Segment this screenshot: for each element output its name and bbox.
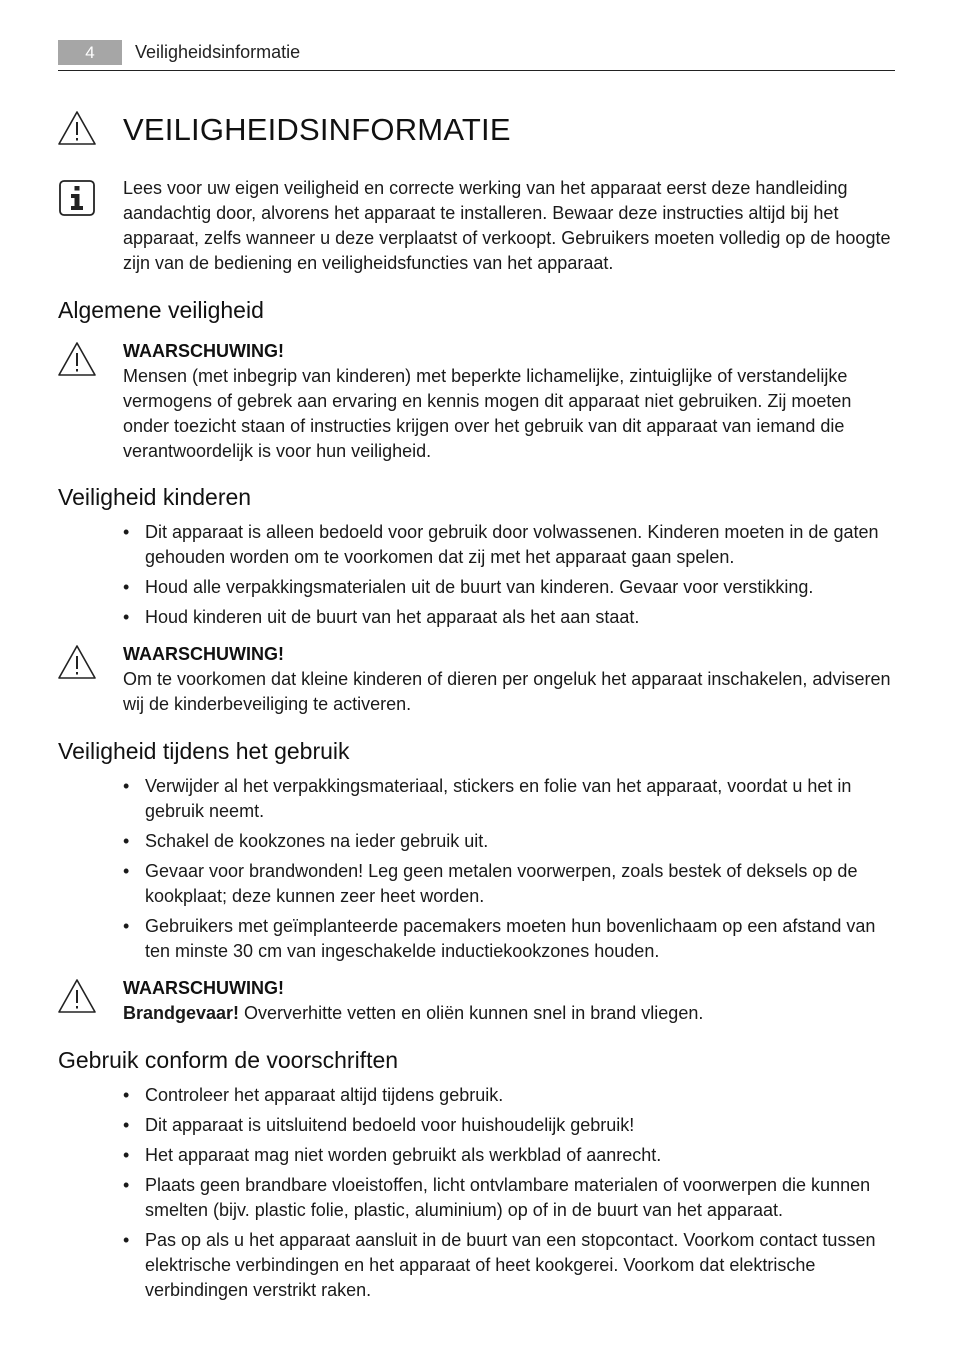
heading-usage-safety: Veiligheid tijdens het gebruik <box>58 738 350 764</box>
warning-label: WAARSCHUWING! <box>123 644 284 664</box>
list-item: • Dit apparaat is uitsluitend bedoeld voor huishoudelijk gebruik! <box>123 1115 635 1135</box>
warning-triangle-icon <box>57 643 97 683</box>
warning-triangle-icon <box>57 340 97 380</box>
intro-block <box>123 176 895 276</box>
warning-text <box>123 1001 895 1026</box>
intended-use-list-block <box>123 1083 895 1303</box>
child-warning <box>123 642 895 717</box>
list-item: • Gevaar voor brandwonden! Leg geen metalen voorwerpen, zoals bestek of deksels op de kookplaat; deze kunnen zeer heet worden. <box>123 861 858 906</box>
general-warning <box>123 339 895 464</box>
warning-rest: Oververhitte vetten en oliën kunnen snel in brand vliegen. <box>239 1003 704 1023</box>
list-item: • Dit apparaat is alleen bedoeld voor gebruik door volwassenen. Kinderen moeten in de gaten gehouden worden om te voorkomen dat zij met het apparaat gaan spelen. <box>123 522 879 567</box>
intro-text: Lees voor uw eigen veiligheid en correcte werking van het apparaat eerst deze handleiding aandachtig door, alvorens het apparaat te installeren. Bewaar deze instructies altijd bij het apparaat, zelfs wanneer u deze verplaatst of verkoopt. Gebruikers moeten volledig op de hoogte zijn van de bediening en veiligheidsfuncties van het apparaat. <box>123 178 891 273</box>
warning-triangle-icon <box>57 977 97 1017</box>
header-section-title: Veiligheidsinformatie <box>135 42 301 62</box>
list-item: • Verwijder al het verpakkingsmateriaal, stickers en folie van het apparaat, voordat u het in gebruik neemt. <box>123 776 852 821</box>
page-title: VEILIGHEIDSINFORMATIE <box>123 112 511 147</box>
heading-general-safety: Algemene veiligheid <box>58 297 264 323</box>
list-item: • Controleer het apparaat altijd tijdens gebruik. <box>123 1085 504 1105</box>
usage-safety-list <box>123 774 895 964</box>
usage-warning <box>123 976 895 1026</box>
list-item: • Houd kinderen uit de buurt van het apparaat als het aan staat. <box>123 607 640 627</box>
list-item: • Plaats geen brandbare vloeistoffen, licht ontvlambare materialen of voorwerpen die kunnen smelten (bijv. plastic folie, plastic, aluminium) op of in de buurt van het apparaat. <box>123 1175 871 1220</box>
warning-label: WAARSCHUWING! <box>123 341 284 361</box>
list-item: • Het apparaat mag niet worden gebruikt als werkblad of aanrecht. <box>123 1145 662 1165</box>
warning-text: Om te voorkomen dat kleine kinderen of dieren per ongeluk het apparaat inschakelen, adviseren wij de kinderbeveiliging te activeren. <box>123 669 891 714</box>
heading-intended-use: Gebruik conform de voorschriften <box>58 1047 399 1073</box>
list-item: • Gebruikers met geïmplanteerde pacemakers moeten hun bovenlichaam op een afstand van ten minste 30 cm van ingeschakelde inductiekookzones houden. <box>123 916 876 961</box>
list-item: • Pas op als u het apparaat aansluit in de buurt van een stopcontact. Voorkom contact tussen elektrische verbindingen en het apparaat of heet kookgerei. Voorkom dat elektrische verbindingen verstrikt raken. <box>123 1230 876 1300</box>
child-safety-list-block <box>123 520 895 630</box>
list-item: • Houd alle verpakkingsmaterialen uit de buurt van kinderen. Gevaar voor verstikking. <box>123 577 814 597</box>
warning-label: WAARSCHUWING! <box>123 978 284 998</box>
warning-triangle-icon <box>57 109 97 149</box>
warning-bold-lead: Brandgevaar! <box>123 1003 240 1023</box>
page-header <box>58 40 895 71</box>
list-item: • Schakel de kookzones na ieder gebruik uit. <box>123 831 489 851</box>
page-number: 4 <box>58 40 122 65</box>
heading-child-safety: Veiligheid kinderen <box>58 484 252 510</box>
info-icon <box>57 178 97 218</box>
usage-safety-list-block <box>123 774 895 964</box>
warning-text: Mensen (met inbegrip van kinderen) met beperkte lichamelijke, zintuiglijke of verstandelijke vermogens of gebrek aan ervaring en kennis mogen dit apparaat niet gebruiken. Zij moeten onder toezicht staan of instructies krijgen over het gebruik van dit apparaat van iemand die verantwoordelijk is voor hun veiligheid. <box>123 366 852 461</box>
child-safety-list <box>123 520 895 630</box>
intended-use-list <box>123 1083 895 1303</box>
